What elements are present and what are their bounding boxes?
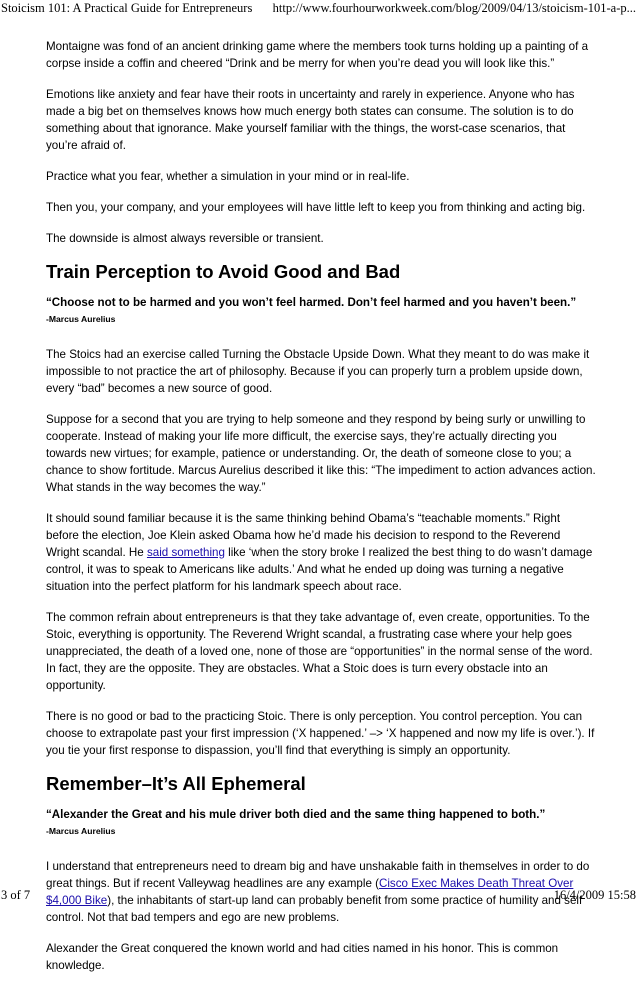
paragraph-text: It should sound familiar because it is the same thinking behind Obama’s “teachable moments.” Right before the election, Joe Klein asked Obama how he’d made his decision to respond to the Reverend Wright scandal. He [46, 512, 561, 559]
pull-quote: “Choose not to be harmed and you won’t feel harmed. Don’t feel harmed and you haven’t been.” [46, 296, 577, 309]
print-footer [0, 887, 638, 903]
paragraph-text: like ‘when the story broke I realized the best thing to do wasn’t damage control, it was to speak to Americans like adults.’ And what he ended up doing was turning a negative situation into the perfect platform for his landmark speech about race. [46, 546, 593, 593]
page-number: 3 of 7 [1, 888, 31, 902]
paragraph-obama [46, 510, 596, 595]
paragraph-no-good-or-bad: There is no good or bad to the practicing Stoic. There is only perception. You control perception. You can choose to extrapolate past your first impression (‘X happened.’ –> ‘X happened and now my life is over.’). If you tie your first response to dispassion, you’ll find that everything is simply an opportunity. [46, 710, 595, 757]
section-heading-perception: Train Perception to Avoid Good and Bad [46, 261, 401, 282]
paragraph-text: I understand that entrepreneurs need to dream big and have unshakable faith in themselves in order to do great things. But if recent Valleywag headlines are any example ( [46, 860, 590, 890]
article-body [46, 38, 596, 988]
page-title: Stoicism 101: A Practical Guide for Entrepreneurs [1, 1, 253, 15]
paragraph-suppose: Suppose for a second that you are trying to help someone and they respond by being surly or unwilling to cooperate. Instead of making your life more difficult, the exercise says, they’re actually directing you towards new virtues; for example, patience or understanding. Or, the death of someone close to you; a chance to show fortitude. Marcus Aurelius described it like this: “The impediment to action advances action. What stands in the way becomes the way.” [46, 413, 596, 494]
paragraph-montaigne: Montaigne was fond of an ancient drinking game where the members took turns holding up a painting of a corpse inside a coffin and cheered “Drink and be merry for when you’re dead you will look like this.” [46, 40, 589, 70]
page-url: http://www.fourhourworkweek.com/blog/2009/04/13/stoicism-101-a-p... [272, 1, 636, 15]
cisco-exec-link[interactable]: Cisco Exec Makes Death Threat Over $4,000 Bike [46, 877, 574, 907]
print-timestamp: 16/4/2009 15:58 [553, 888, 636, 902]
paragraph-alexander: Alexander the Great conquered the known world and had cities named in his honor. This is common knowledge. [46, 942, 559, 972]
paragraph-practice: Practice what you fear, whether a simulation in your mind or in real-life. [46, 170, 410, 183]
quote-attribution: -Marcus Aurelius [46, 314, 116, 324]
paragraph-then-you: Then you, your company, and your employees will have little left to keep you from thinking and acting big. [46, 201, 586, 214]
print-header [0, 0, 638, 16]
paragraph-emotions: Emotions like anxiety and fear have their roots in uncertainty and rarely in experience. Anyone who has made a big bet on themselves knows how much energy both states can consume. The solution is to do something about that ignorance. Make yourself familiar with the things, the worst-case scenarios, that you’re afraid of. [46, 88, 575, 152]
paragraph-downside: The downside is almost always reversible or transient. [46, 232, 324, 245]
paragraph-text: ), the inhabitants of start-up land can probably benefit from some practice of humility and self control. Not that bad tempers and ego are new problems. [46, 894, 583, 924]
quote-attribution: -Marcus Aurelius [46, 826, 116, 836]
section-heading-ephemeral: Remember–It’s All Ephemeral [46, 773, 306, 794]
pull-quote: “Alexander the Great and his mule driver both died and the same thing happened to both.” [46, 808, 546, 821]
paragraph-refrain: The common refrain about entrepreneurs is that they take advantage of, even create, opportunities. To the Stoic, everything is opportunity. The Reverend Wright scandal, a frustrating case where your help goes unappreciated, the death of a loved one, none of those are “opportunities” in the normal sense of the word. In fact, they are the opposite. They are obstacles. What a Stoic does is turn every obstacle into an opportunity. [46, 611, 593, 692]
paragraph-obstacle: The Stoics had an exercise called Turning the Obstacle Upside Down. What they meant to do was make it impossible to not practice the art of philosophy. Because if you can properly turn a problem upside down, every “bad” becomes a new source of good. [46, 348, 590, 395]
said-something-link[interactable]: said something [146, 546, 225, 559]
